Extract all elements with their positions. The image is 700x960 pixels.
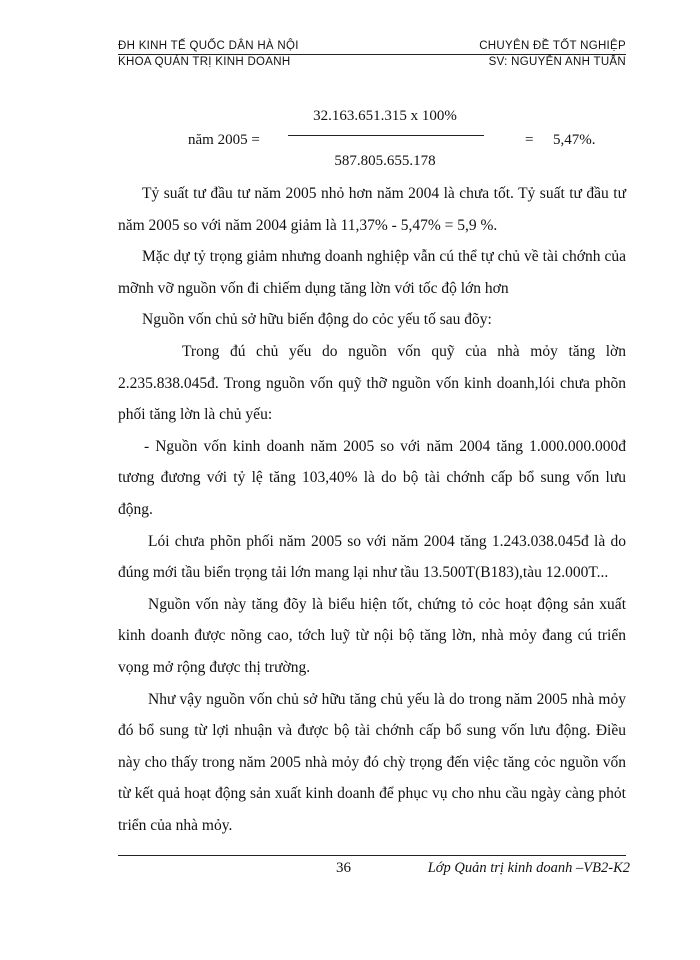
header-student: SV: NGUYỄN ANH TUẤN [488,56,626,68]
formula-result: 5,47%. [553,132,596,148]
fraction-bar [288,135,484,136]
paragraph: Như vậy nguồn vốn chủ sở hữu tăng chủ yếu là do trong năm 2005 nhà mỏy đó bổ sung từ lợi nhuận và được bộ tài chớnh cấp bổ sung vốn lưu động. Điều này cho thấy trong năm 2005 nhà mỏy đó chỳ trọng đến việc tăng cỏc nguồn vốn từ kết quả hoạt động sản xuất kinh doanh để phục vụ cho nhu cầu ngày càng phỏt triển của nhà mỏy. [118,690,626,834]
body-text [118,178,626,841]
paragraph: Lói chưa phõn phối năm 2005 so với năm 2004 tăng 1.243.038.045đ là do đúng mới tầu biển trọng tải lớn mang lại như tầu 13.500T(B183),tàu 12.000T... [118,532,626,582]
paragraph: Nguồn vốn này tăng đõy là biểu hiện tốt, chứng tỏ cỏc hoạt động sản xuất kinh doanh được nõng cao, tớch luỹ từ nội bộ tăng lờn, nhà mỏy đang cú triển vọng mở rộng được thị trường. [118,595,626,676]
paragraph: Trong đú chủ yếu do nguồn vốn quỹ của nhà mỏy tăng lờn 2.235.838.045đ. Trong nguồn vốn quỹ thỡ nguồn vốn kinh doanh,lói chưa phõn phối tăng lờn là chủ yếu: [118,342,626,424]
header-thesis-title: CHUYÊN ĐỀ TỐT NGHIỆP [479,40,626,52]
header-university: ĐH KINH TẾ QUỐC DÂN HÀ NỘI [118,40,299,52]
paragraph: Tỷ suất tư đầu tư năm 2005 nhỏ hơn năm 2004 là chưa tốt. Tỷ suất tư đầu tư năm 2005 so với năm 2004 giảm là 11,37% - 5,47% = 5,9 %. [118,185,626,234]
header-faculty: KHOA QUẢN TRỊ KINH DOANH [118,56,291,68]
formula-denominator: 587.805.655.178 [334,153,436,169]
page-number: 36 [336,860,351,876]
formula-label: năm 2005 = [188,132,260,148]
paragraph: Nguồn vốn chủ sở hữu biến động do cỏc yếu tố sau đõy: [142,311,492,329]
paragraph: - Nguồn vốn kinh doanh năm 2005 so với năm 2004 tăng 1.000.000.000đ tương đương với tỷ lệ tăng 103,40% là do bộ tài chớnh cấp bổ sung vốn lưu động. [118,437,626,518]
formula-numerator: 32.163.651.315 x 100% [313,108,457,124]
paragraph: Mặc dự tỷ trọng giảm nhưng doanh nghiệp vẫn cú thể tự chủ về tài chớnh của mỡnh vỡ nguồn vốn đi chiếm dụng tăng lờn với tốc độ lớn hơn [118,248,626,297]
ratio-formula [0,0,700,180]
footer-class-label: Lớp Quản trị kinh doanh –VB2-K2 [427,860,630,876]
footer-divider [118,855,626,856]
formula-equals: = [525,132,534,148]
